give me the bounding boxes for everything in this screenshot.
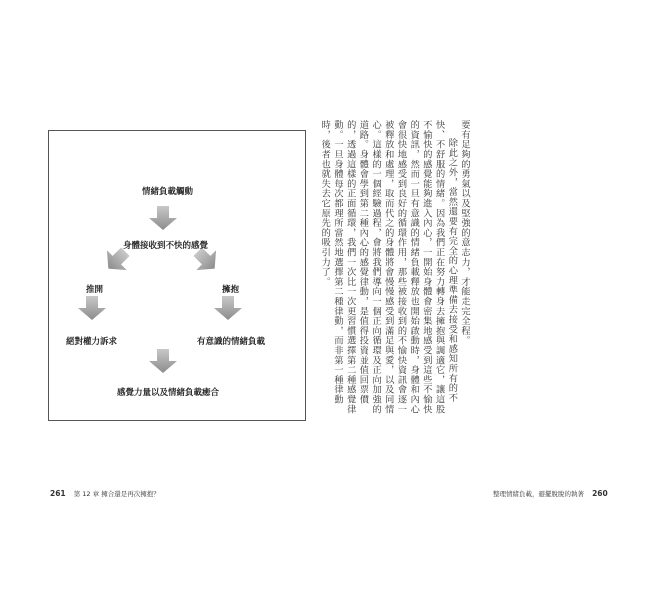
node-right: 擁抱: [222, 285, 240, 295]
paragraph: 除此之外，當然還要有完全的心理準備去接受和感知所有的不快、不舒服的情緒。因為我們正在努力轉身去擁抱與調適它，讓這股不愉快的感覺能夠進入內心，一開始身體會密集地感受到這些不愉快的資訊，然而一旦有意識的情緒負載釋放也開始啟動時，身體和內心會很快地感受到良好的循環作用，那些被接收到的不愉快資訊會逐一被釋放和處理，取而代之的身體將會慢慢感受到滿足與愛，以及同情心。這樣的一個經驗過程，會將我們導向一個正向循環及正向加強的道路。身體會學到第二種內心的感覺律動，是值得投資並值回票價的，透過這樣的正面循環，我們一次比一次更習慣選擇第二種感覺律動。一旦身體每次都理所當然地選擇第二種律動，而非第一種律動時，後者也就失去它原先的吸引力了。: [319, 120, 458, 414]
arrow-down-1: [149, 206, 177, 230]
diagram-arrows: [49, 131, 305, 420]
flow-diagram: [48, 130, 306, 421]
node-final: 感覺力量以及情緒負載癒合: [117, 388, 220, 398]
node-right-bottom: 有意識的情緒負載: [197, 337, 266, 347]
node-left-bottom: 絕對權力訴求: [66, 337, 118, 347]
node-middle: 身體接收到不快的感覺: [123, 241, 209, 251]
arrow-down-right: [214, 296, 242, 320]
left-running-title: 第 12 章 擁合還是再次擁抱？: [73, 490, 160, 498]
right-page-number: 260: [592, 489, 608, 498]
arrow-down-final: [149, 349, 177, 373]
node-top: 情緒負載觸動: [142, 187, 194, 197]
arrow-down-left: [78, 296, 106, 320]
left-footer: [44, 489, 160, 498]
right-running-title: 整理情緒負載，避擺脫脫的執著: [493, 490, 584, 498]
left-page-number: 261: [50, 489, 66, 498]
paragraph: 要有足夠的勇氣以及堅強的意志力，才能走完全程。: [459, 120, 470, 346]
node-left: 推開: [86, 285, 104, 295]
body-text: [318, 120, 470, 420]
right-footer: [493, 489, 614, 498]
